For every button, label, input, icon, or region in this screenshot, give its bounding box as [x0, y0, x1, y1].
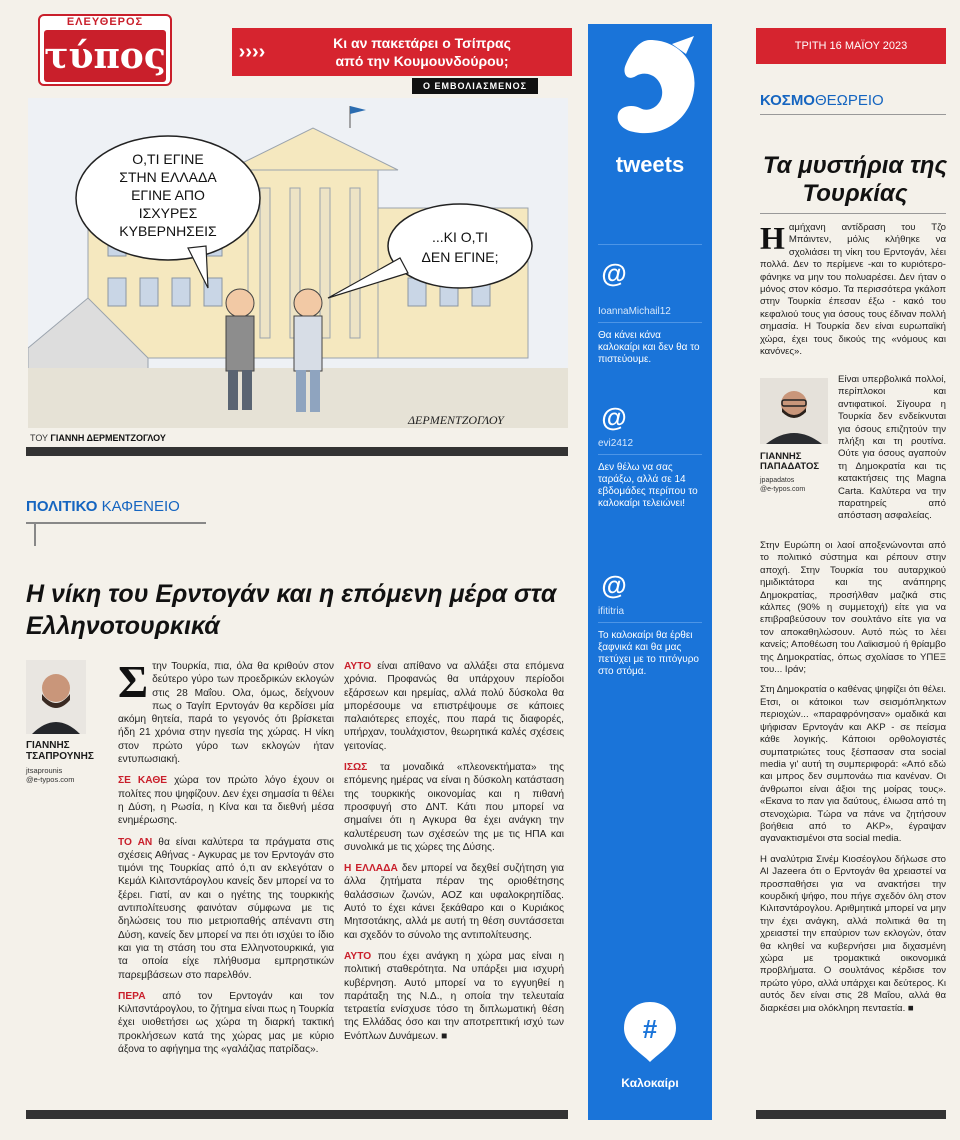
paragraph: Στην Ευρώπη οι λαοί αποξενώνονται από το πολιτικό σύστημα και ρέπουν στην αποχή. Στην Τουρκία του αυταρχικού ημιδικτάτορα και της ανάπηρης Δημοκρατίας, προσήλθαν μαζικά στις κάλπες (90% η συμμετοχή) είτε για να επιβραβεύσουν τον σουλτάνο είτε για να τον αποκαθηλώσουν. Αυτό πώς το λέει κανείς; Αποθέωση του Λαϊκισμού ή θρίαμβο της Δημοκρατίας, όπως σχολίασε το ΥΠΕΞ του... Ιράν; [760, 540, 946, 676]
author-handle: jtsaprounis [26, 766, 63, 775]
author-handle: jpapadatos [760, 477, 795, 484]
paragraph: Στην Τουρκία, πια, όλα θα κριθούν στον δεύτερο γύρο των προεδρικών εκλογών στις 28 Μαΐου. Ολα, όμως, δείχνουν πως ο Ταγίπ Ερντογάν θα κερδίσει μία ακόμη θητεία, παρά το γεγονός ότι βρίσκεται ήδη 21 χρόνια στην ηγεσία της χώρας. Η νίκη στον πρώτο γύρο των εκλογών ήταν εντυπωσιακή. [118, 656, 334, 766]
right-section-rule [760, 114, 946, 115]
cartoon [28, 98, 568, 428]
tweet-handle[interactable]: evi2412 [598, 438, 634, 449]
date-banner: ΤΡΙΤΗ 16 ΜΑΪΟΥ 2023 [756, 28, 946, 64]
author-email: @e-typos.com [760, 486, 806, 493]
tweet-handle[interactable]: ifititria [598, 606, 625, 617]
bubble2-line: ΔΕΝ ΕΓΙΝΕ; [421, 249, 499, 265]
right-body [760, 540, 946, 1023]
cartoon-signature: ΔΕΡΜΕΝΤΖΟΓΛΟΥ [408, 413, 504, 427]
author-name-line: ΓΙΑΝΝΗΣ [760, 451, 802, 462]
paragraph: ΣΕ ΚΑΘΕ χώρα τον πρώτο λόγο έχουν οι πολίτες που ψηφίζουν. Δεν έχει σημασία τι θέλει η Δύση, η Ρωσία, η Κίνα και τα διεθνή μέσα ενημέρωσης. [118, 775, 334, 827]
divider [26, 447, 568, 456]
author-name-line: ΤΣΑΠΡΟΥΝΗΣ [26, 751, 94, 762]
cartoon-credit [30, 433, 166, 443]
paragraph: ΑΥΤΟ που έχει ανάγκη η χώρα μας είναι η πολιτική σταθερότητα. Να υπάρξει μια ισχυρή κυβέρνηση. Αυτό μπορεί να το εγγυηθεί η παράταξη της Ν.Δ., η οποία την τελευταία τετραετία ενίσχυσε τόσο τη διπλωματική θέση της Ελλάδας όσο και την αποτρεπτική ισχύ των Ενόπλων Δυνάμεων. ■ [344, 950, 564, 1042]
tweet-text: Το καλοκαίρι θα έρθει ξαφνικά και θα μας πετύχει με το πιτόγυρο στο στόμα. [598, 630, 699, 677]
tweet-separator [598, 454, 702, 455]
section-label [26, 498, 180, 515]
hashtag-symbol: # [642, 1014, 658, 1044]
teaser-line-1: Κι αν πακετάρει ο Τσίπρας [333, 35, 511, 51]
tweet-separator [598, 622, 702, 623]
author-name [26, 740, 106, 762]
paragraph: ΤΟ ΑΝ θα είναι καλύτερα τα πράγματα στις σχέσεις Αθήνας - Αγκυρας με τον Ερντογάν στο τιμόνι της Τουρκίας από ό,τι αν εκλεγόταν ο Κεμάλ Κιλιτσντάρογλου κανείς δεν μπορεί να το ξέρει. Γιατί, αν και ο ηγέτης της τουρκικής αντιπολίτευσης φαινόταν σύμφωνα με τις δηλώσεις του πιο μετριοπαθής απέναντι στη Δύση, κανείς δεν μπορεί να πει ότι ισχύει το ίδιο και για τη στάση του στα Ελληνοτουρκικά, για τα οποία είχε πλήθυσμα εμπρηστικών παρεμβάσεων στο παρελθόν. [118, 836, 334, 981]
tweet-separator [598, 244, 702, 245]
article-column-1 [118, 656, 334, 1064]
right-title: Τα μυστήρια της Τουρκίας [762, 152, 948, 207]
tweet-handle[interactable]: IoannaMichail12 [598, 306, 671, 317]
bubble1-line: ΕΓΙΝΕ ΑΠΟ [131, 187, 205, 203]
right-intro [760, 222, 946, 366]
at-icon: @ [601, 402, 627, 432]
paragraph: ΠΕΡΑ από τον Ερντογάν και τον Κιλιτσντάρογλου, το ζήτημα είναι πως η Τουρκία έχει υιοθετήσει ως χώρα τη διαρκή τακτική προκλήσεων κατά της χώρας μας με κύριο άξονα το αφήγημα της «γαλάζιας πατρίδας». [118, 990, 334, 1056]
paragraph: Είναι υπερβολικά πολλοί, περίπλοκοι και αντιφατικοί. Σίγουρα η Τουρκία δεν ενδείκνυται για όσους επιζητούν την πλήξη και τη ρουτίνα. Ούτε για όσους αγαπούν τη Δημοκρατία και τις κατακτήσεις της Magna Carta. Καλύτερα να την παρατηρείς από απόσταση ασφαλείας. [838, 374, 946, 522]
section-bold: ΠΟΛΙΤΙΚΟ [26, 498, 98, 515]
paragraph: ΙΣΩΣ τα μοναδικά «πλεονεκτήματα» της επόμενης ημέρας να είναι η δύσκολη κατάσταση της τουρκικής οικονομίας και η πιθανή προσφυγή στο ΔΝΤ. Κάτι που μπορεί να σημαίνει ότι η Αγκυρα θα έχει ανάγκη την καλυτέρευση των σχέσεών της με τις ΗΠΑ και συνολικά με τις χώρες της Δύσης. [344, 762, 564, 853]
right-section-light: ΘΕΩΡΕΙΟ [814, 92, 884, 109]
author-photo [760, 378, 828, 444]
article-column-2 [344, 660, 564, 1051]
author-name-line: ΠΑΠΑΔΑΤΟΣ [760, 461, 820, 472]
author-contact [760, 476, 840, 494]
author-email: @e-typos.com [26, 775, 75, 784]
bubble1-line: ΙΣΧΥΡΕΣ [138, 205, 198, 221]
paragraph: Στη Δημοκρατία ο καθένας ψηφίζει ότι θέλει. Ετσι, οι κάτοικοι των σεισμόπληκτων περιοχών... «παραφρόνησαν» ομαδικά και ψήφισαν Ερντογάν και ΑΚΡ - σε πείσμα κάθε λογικής. Κάποιοι ορθολογιστές συμπατριώτες τους ξέσπασαν στα social media γι' αυτή τη συμπεριφορά: «Από εδώ και μπρος δεν συμπονάω πια κανέναν. Οι άνθρωποι είναι άξιοι της μοίρας τους». «Εκανα το παν για δαύτους, έλιωσα από τη στενοχώρια. Τώρα να πάνε να ζητήσουν βοήθεια από το ΑΚΡ», έγραψαν αγανακτισμένοι στα social media. [760, 684, 946, 845]
bubble2-line: ...ΚΙ Ο,ΤΙ [431, 229, 489, 245]
chevrons-icon: ›››› [232, 28, 272, 76]
author-contact [26, 766, 106, 784]
cartoon-drawing [28, 98, 568, 428]
logo-top-text: ΕΛΕΥΘΕΡΟΣ [66, 16, 144, 28]
hashtag-pin-icon [620, 1000, 680, 1064]
logo [38, 14, 172, 86]
at-icon: @ [601, 570, 627, 600]
tweet-text: Δεν θέλω να σας ταράξω, αλλά σε 14 εβδομάδες περίπου το καλοκαίρι τελειώνει! [598, 462, 698, 509]
author-name [760, 452, 840, 472]
credit-name: ΓΙΑΝΝΗ ΔΕΡΜΕΝΤΖΟΓΛΟΥ [50, 433, 166, 443]
section-light: ΚΑΦΕΝΕΙΟ [101, 498, 180, 515]
bottom-divider [26, 1110, 568, 1119]
tweets-header: tweets [615, 152, 685, 177]
tweet-text: Θα κάνει κάνα καλοκαίρι και δεν θα το πιστεύουμε. [598, 330, 700, 365]
right-section-label [760, 92, 884, 109]
at-icon: @ [601, 258, 627, 288]
paragraph: Η ΕΛΛΑΔΑ δεν μπορεί να δεχθεί συζήτηση για άλλα ζητήματα πέραν της οριοθέτησης θαλάσσιων ζωνών, ΑΟΖ και υφαλοκρηπίδας. Αυτό το έχει κάνει ξεκάθαρο και ο Κυριάκος Μητσοτάκης, αλλά με αυτή τη θέση συντάσσεται και σχεδόν το σύνολο της αντιπολίτευσης. [344, 863, 565, 941]
credit-prefix: ΤΟΥ [30, 433, 48, 443]
dropcap: Η [760, 220, 785, 256]
right-bottom-divider [756, 1110, 946, 1119]
paragraph: Ηαμήχανη αντίδραση του Τζο Μπάιντεν, μόλις κλήθηκε να σχολιάσει τη νίκη του Ερντογάν, λέει πολλά. Δεν το περίμενε -και το κυριότερο- φάνηκε να μην του πολυαρέσει. Δεν ήταν ο μόνος στον κόσμο. Τα περισσότερα γκάλοπ στην Τουρκία έπεσαν έξω - κακό του κεφαλιού τους για όσους τους έδιναν πολλή σημασία. Η Τουρκία δεν είναι ευρωπαϊκή χώρα, έχει τους δικούς της «νόμους και κανόνες». [760, 220, 946, 358]
teaser-line-2: από την Κουμουνδούρου; [335, 53, 509, 69]
right-beside-photo [838, 374, 946, 531]
bubble1-line: ΚΥΒΕΡΝΗΣΕΙΣ [119, 223, 217, 239]
tweets-bird-icon [598, 34, 702, 152]
right-section-bold: ΚΟΣΜΟ [760, 92, 815, 109]
bubble1-line: ΣΤΗΝ ΕΛΛΑΔΑ [119, 169, 217, 185]
dropcap: Σ [118, 656, 149, 707]
teaser-banner[interactable] [272, 28, 572, 76]
author-name-line: ΓΙΑΝΝΗΣ [26, 740, 70, 751]
hashtag-label[interactable]: Καλοκαίρι [621, 1076, 679, 1090]
section-rule [26, 522, 206, 524]
tweet-separator [598, 322, 702, 323]
right-title-rule [760, 213, 946, 214]
bubble1-line: Ο,ΤΙ ΕΓΙΝΕ [132, 151, 204, 167]
paragraph: Η αναλύτρια Σινέμ Κιοσέογλου δήλωσε στο Al Jazeera ότι ο Ερντογάν θα χρειαστεί να προσπαθήσει για να ανακτήσει την κουρδική ψήφο, που πήγε σχεδόν όλη στον Κιλιτσντάρογλου. Αριθμητικά μπορεί να μην την έχει ανάγκη, αλλά πολιτικά θα τη χρειαστεί την επαύριον των εκλογών, όταν θα κληθεί να κυβερνήσει μια διχασμένη χώρα με τρομακτικά οικονομικά προβλήματα. Ο σουλτάνος κέρδισε τον πρώτο γύρο, αλλά υπάρχει και δεύτερος. Κι αυτός δεν είναι στις 28 Μαΐου, αλλά θα διαρκέσει μια ολόκληρη πενταετία. ■ [760, 853, 946, 1014]
paragraph: ΑΥΤΟ είναι απίθανο να αλλάξει στα επόμενα χρόνια. Προφανώς θα υπάρχουν περίοδοι εξάρσεων και ηρεμίας, αλλά πολύ δύσκολα θα μπορέσουμε να επιστρέψουμε σε κάποιες παλαιότερες εποχές, που παρά τις διαφορές, υπήρχαν, τουλάχιστον, θεωρητικά καλές σχέσεις γειτονίας. [344, 661, 564, 752]
logo-main-text: τύπος [44, 30, 166, 82]
teaser-tag: Ο ΕΜΒΟΛΙΑΣΜΕΝΟΣ [412, 78, 538, 94]
section-tick [34, 524, 36, 546]
article-headline: Η νίκη του Ερντογάν και η επόμενη μέρα στα Ελληνοτουρκικά [26, 580, 557, 640]
author-photo [26, 660, 86, 734]
